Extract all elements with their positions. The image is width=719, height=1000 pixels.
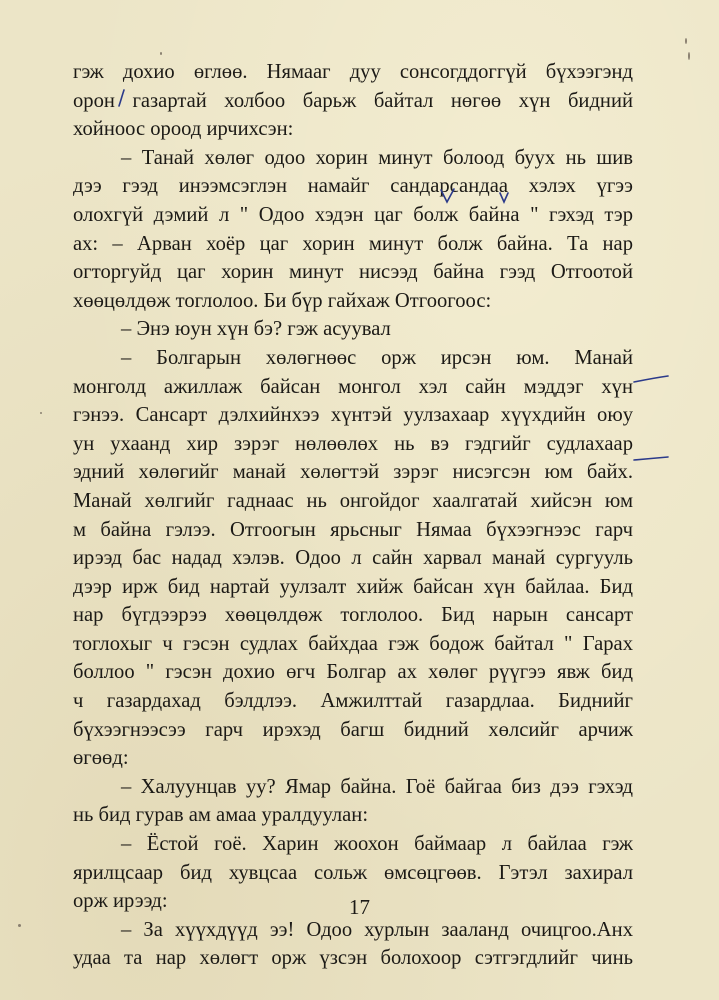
text-line-1: гэж дохио өглөө. Нямааг дуу сонсогддоггүй бүхээгэнд [73, 61, 633, 83]
text-line-13: гэнээ. Сансарт дэлхийнхээ хүнтэй уулзахаар хүүхдийн оюу [73, 404, 633, 427]
text-line-23: ч газардахад бэлдлээ. Амжилттай газардлаа. Биднийг [73, 690, 633, 713]
text-line-28: – Ёстой гоё. Харин жоохон баймаар л байлаа гэж [121, 833, 633, 856]
text-line-24: бүхээгнээсээ гарч ирэхэд багш бидний хөлсийг арчиж [73, 718, 633, 741]
text-line-16: Манай хөлгийг гаднаас нь онгойдог хаалгатай хийсэн юм [73, 489, 633, 512]
paper-speck [685, 38, 687, 44]
text-line-30: орж ирээд: [73, 890, 168, 913]
text-line-19: дээр ирж бид нартай уулзалт хийж байсан хүн байлаа. Бид [73, 575, 633, 598]
pen-mark-inline-3 [498, 190, 510, 206]
text-line-7: ах: – Арван хоёр цаг хорин минут болж байна. Та нар [73, 232, 633, 255]
text-line-11: – Болгарын хөлөгнөөс орж ирсэн юм. Манай [121, 346, 633, 369]
text-line-15: эдний хөлөгийг манай хөлөгтэй зэрэг нисэгсэн юм байх. [73, 461, 633, 484]
text-line-12: монголд ажиллаж байсан монгол хэл сайн мэддэг хүн [73, 375, 633, 398]
paper-speck [160, 52, 162, 55]
text-line-25: өгөөд: [73, 747, 129, 770]
text-line-27: нь бид гурав ам амаа уралдуулан: [73, 804, 369, 827]
pen-mark-margin-2 [632, 452, 672, 466]
text-line-9: хөөцөлдөж тоглолоо. Би бүр гайхаж Отгоогоос: [73, 289, 492, 312]
pen-mark-margin-1 [632, 372, 672, 388]
page-body-text [73, 58, 633, 973]
page-number: 17 [349, 895, 370, 919]
text-line-31: – За хүүхдүүд ээ! Одоо хурлын зааланд очицгоо.Анх [121, 918, 633, 941]
pen-mark-inline-1 [116, 88, 128, 108]
text-line-21: тоглохыг ч гэсэн судлах байхдаа гэж бодож байтал " Гарах [73, 632, 633, 655]
text-line-32: удаа та нар хөлөгт орж үзсэн болохоор сэтгэгдлийг чинь [73, 947, 633, 970]
paper-speck [40, 412, 42, 414]
text-line-2: орон газартай холбоо барьж байтал нөгөө хүн бидний [73, 89, 633, 112]
text-line-29: ярилцсаар бид хувцсаа сольж өмсөцгөөв. Гэтэл захирал [73, 861, 633, 884]
pen-mark-inline-2 [438, 186, 458, 210]
text-line-20: нар бүгдээрээ хөөцөлдөж тоглолоо. Бид нарын сансарт [73, 604, 633, 627]
text-line-18: ирээд бас надад хэлэв. Одоо л сайн харвал манай сургууль [73, 547, 633, 570]
text-line-26: – Халуунцав уу? Ямар байна. Гоё байгаа биз дээ гэхэд [121, 775, 633, 798]
text-line-17: м байна гэлээ. Отгоогын ярьсныг Нямаа бүхээгнээс гарч [73, 518, 633, 541]
text-line-14: ун ухаанд хир зэрэг нөлөөлөх нь вэ гэдгийг судлахаар [73, 432, 633, 455]
text-line-8: огторгуйд цаг хорин минут нисээд байна гээд Отгоотой [73, 261, 633, 284]
text-line-22: боллоо " гэсэн дохио өгч Болгар ах хөлөг рүүгээ явж бид [73, 661, 633, 684]
text-line-5: дээ гээд инээмсэглэн намайг сандарсандаа хэлэх үгээ [73, 175, 633, 198]
paper-speck [688, 52, 690, 60]
text-line-6: олохгүй дэмий л " Одоо хэдэн цаг болж байна " гэхэд тэр [73, 203, 633, 226]
text-line-10: – Энэ юун хүн бэ? гэж асуувал [121, 318, 391, 341]
text-line-3: хойноос ороод ирчихсэн: [73, 118, 294, 141]
text-line-4: – Танай хөлөг одоо хорин минут болоод буух нь шив [121, 146, 633, 169]
paper-speck [18, 924, 21, 927]
